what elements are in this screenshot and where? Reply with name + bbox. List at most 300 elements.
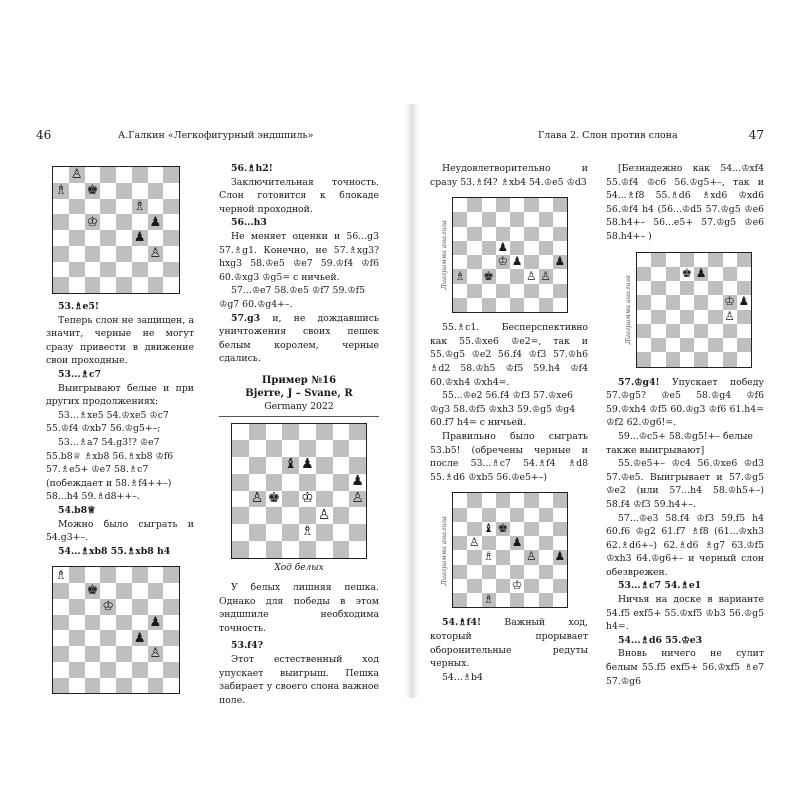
board-square <box>723 324 737 338</box>
board-square <box>651 352 665 366</box>
running-head-left: А.Галкин «Легкофигурный эндшпиль» <box>118 130 314 141</box>
board-square <box>496 227 510 241</box>
board-square <box>249 507 266 524</box>
board-square <box>496 550 510 564</box>
board-square <box>100 183 116 199</box>
board-square <box>316 457 333 474</box>
board-square <box>116 230 132 246</box>
board-square <box>510 565 524 579</box>
board-square <box>53 246 69 262</box>
board-square <box>85 246 101 262</box>
board-square <box>651 338 665 352</box>
board-square <box>539 593 553 607</box>
board-square <box>148 246 164 262</box>
chess-piece-icon: ♔ <box>301 489 314 506</box>
board-square <box>482 593 496 607</box>
board-square <box>116 167 132 183</box>
board-square <box>467 298 481 312</box>
board-square <box>553 298 567 312</box>
board-square <box>708 324 722 338</box>
chess-piece-icon: ♚ <box>86 183 99 199</box>
board-square <box>100 277 116 293</box>
chess-piece-icon: ♟ <box>133 630 146 646</box>
board-square <box>482 508 496 522</box>
board-square <box>85 567 101 583</box>
board-square <box>482 255 496 269</box>
board-square <box>553 536 567 550</box>
board-square <box>132 599 148 615</box>
board-square <box>132 646 148 662</box>
board-square <box>666 253 680 267</box>
board-square <box>723 352 737 366</box>
right-page <box>420 112 768 690</box>
board-square <box>116 262 132 278</box>
move: 56.♗h2! <box>231 163 273 174</box>
diagram-right-1 <box>440 197 568 313</box>
board-square <box>651 253 665 267</box>
board-square <box>666 352 680 366</box>
board-square <box>453 579 467 593</box>
diagram-right-2 <box>440 492 568 608</box>
chess-piece-icon: ♚ <box>86 583 99 599</box>
board-square <box>524 593 538 607</box>
board-square <box>510 227 524 241</box>
board-square <box>553 269 567 283</box>
paragraph: и, не дождавшись уничтожения своих пешек белым королем, черные сдались. <box>219 312 379 365</box>
board-square <box>316 424 333 441</box>
board-square <box>266 474 283 491</box>
board-square <box>249 424 266 441</box>
board-square <box>723 267 737 281</box>
board-square <box>666 267 680 281</box>
example-event: Germany 2022 <box>264 400 334 412</box>
board-square <box>637 281 651 295</box>
board-square <box>539 536 553 550</box>
board-square <box>116 567 132 583</box>
board-square <box>148 662 164 678</box>
board-square <box>53 599 69 615</box>
board-square <box>148 183 164 199</box>
example-title: Пример №16 <box>261 374 337 386</box>
board-square <box>85 599 101 615</box>
board-square <box>132 230 148 246</box>
board-square <box>282 457 299 474</box>
board-square <box>116 214 132 230</box>
chess-piece-icon: ♟ <box>554 549 566 564</box>
board-square <box>53 277 69 293</box>
board-square <box>282 524 299 541</box>
board-square <box>148 277 164 293</box>
paragraph: Выигрывают белые и при других продолжениях: <box>46 382 194 408</box>
board-square <box>510 255 524 269</box>
board-square <box>524 269 538 283</box>
board-square <box>163 277 179 293</box>
board-square <box>299 474 316 491</box>
board-square <box>708 281 722 295</box>
board-square <box>553 493 567 507</box>
paragraph: Неудовлетворительно и сразу 53.♗f4? ♗xb4 54.♔e5 ♔d3 <box>430 163 588 188</box>
move: 56...h3 <box>231 217 267 229</box>
chess-piece-icon: ♔ <box>497 254 509 269</box>
chess-piece-icon: ♚ <box>497 520 509 535</box>
board-square <box>316 524 333 541</box>
board-square <box>737 310 751 324</box>
board-square <box>524 212 538 226</box>
board-square <box>524 198 538 212</box>
board-square <box>249 474 266 491</box>
board-square <box>333 457 350 474</box>
board-square <box>69 646 85 662</box>
board-square <box>482 269 496 283</box>
board-square <box>694 338 708 352</box>
board-square <box>148 615 164 631</box>
board-square <box>100 567 116 583</box>
chess-piece-icon: ♚ <box>267 489 281 506</box>
diagram-caption: Ход белых <box>274 562 324 573</box>
paragraph: Важный ход, который прорывает оборонительные редуты черных. <box>430 617 588 670</box>
board-square <box>163 183 179 199</box>
move: 57.♔g4! <box>618 376 660 388</box>
board-square <box>299 524 316 541</box>
board-square <box>708 267 722 281</box>
board-square <box>163 262 179 278</box>
chess-piece-icon: ♙ <box>526 268 537 283</box>
board-square <box>116 199 132 215</box>
board-square <box>453 227 467 241</box>
board-square <box>467 241 481 255</box>
chess-piece-icon: ♝ <box>483 520 494 535</box>
board-square <box>69 246 85 262</box>
board-square <box>282 424 299 441</box>
chess-piece-icon: ♗ <box>483 549 494 564</box>
board-square <box>496 508 510 522</box>
move: 54.b8♕ <box>58 504 96 516</box>
board-square <box>163 214 179 230</box>
board-square <box>266 524 283 541</box>
board-square <box>316 474 333 491</box>
board-square <box>539 493 553 507</box>
example-players: Bjerre, J – Svane, R <box>245 387 353 399</box>
board-square <box>723 253 737 267</box>
board-square <box>637 338 651 352</box>
board-square <box>651 310 665 324</box>
paragraph: [Безнадежно как 54...♔xf4 55.♔f4 ♔c6 56.♔g5+–, так и 54...♗f8 55.♗d6 ♗xd6 ♔xd6 56.♔f4 h4 (56...♔d5 57.♔g5 ♔e6 58.h4+– 56...e5+ 57.♔g5 ♔e6 58.h4+– ) <box>606 163 764 242</box>
left-page <box>36 112 406 706</box>
board-square <box>510 579 524 593</box>
board-square <box>85 277 101 293</box>
board-square <box>708 338 722 352</box>
board-square <box>132 246 148 262</box>
board-square <box>163 599 179 615</box>
board-square <box>299 424 316 441</box>
board-square <box>282 474 299 491</box>
diagram-left-bottom <box>52 566 180 694</box>
move: 53...♗c7 54.♗e1 <box>618 580 702 592</box>
chess-piece-icon: ♙ <box>149 646 162 662</box>
board-square <box>539 284 553 298</box>
board-square <box>316 507 333 524</box>
board-square <box>680 295 694 309</box>
board-square <box>467 212 481 226</box>
paragraph: Не меняет оценки и 56...g3 57.♗g1. Конечно, не 57.♗xg3? hxg3 58.♔e5 ♔e7 59.♔f4 ♔f6 60.♔xg3 ♔g5= с ничьей. <box>219 230 379 283</box>
board-square <box>333 524 350 541</box>
board-square <box>53 630 69 646</box>
board-square <box>266 424 283 441</box>
board-square <box>737 324 751 338</box>
board-square <box>553 565 567 579</box>
board-square <box>524 565 538 579</box>
board-square <box>666 310 680 324</box>
board-square <box>69 262 85 278</box>
board-square <box>232 474 249 491</box>
board-square <box>163 583 179 599</box>
board-square <box>69 583 85 599</box>
board-square <box>148 583 164 599</box>
board-square <box>266 541 283 558</box>
variation: 53...♗a7 54.g3!? ♔e7 55.b8♕ ♗xb8 56.♗xb8 ♔f6 57.♗e5+ ♔e7 58.♗c7 (побеждает и 58.♗f4++–) 58...h4 59.♗d8++–. <box>46 436 174 503</box>
board-square <box>349 457 366 474</box>
board-square <box>163 630 179 646</box>
board-square <box>524 493 538 507</box>
move: 54...♗d6 55.♔e3 <box>618 634 703 646</box>
board-square <box>132 615 148 631</box>
board-square <box>467 269 481 283</box>
diagram-label: Диаграмма анализа <box>624 274 633 345</box>
board-square <box>53 183 69 199</box>
diagram-example16 <box>231 423 367 559</box>
board-square <box>349 507 366 524</box>
board-square <box>694 352 708 366</box>
chess-piece-icon: ♗ <box>483 592 494 607</box>
board-square <box>651 281 665 295</box>
board-square <box>148 214 164 230</box>
board-square <box>553 550 567 564</box>
variation: 55...♔e2 56.f4 ♔f3 57.♔xe6 ♔g3 58.♔f5 ♔xh3 59.♔g5 ♔g4 60.f7 h4= с ничьей. <box>430 390 576 429</box>
board-square <box>333 424 350 441</box>
board-square <box>69 183 85 199</box>
board-square <box>148 167 164 183</box>
paragraph: Упускает победу 57.♔g5? ♔e5 58.♔g4 ♔f6 59.♔xh4 ♔f5 60.♔g3 ♔f6 61.h4= ♔f2 62.♔g6!=. <box>606 376 764 429</box>
board-square <box>467 593 481 607</box>
page-number-left: 46 <box>36 128 52 142</box>
board-square <box>453 508 467 522</box>
board-square <box>53 567 69 583</box>
board-square <box>116 630 132 646</box>
diagram-label: Диаграмма анализа <box>440 220 449 290</box>
board-square <box>116 183 132 199</box>
chess-piece-icon: ♟ <box>149 214 162 230</box>
board-square <box>100 646 116 662</box>
board-square <box>148 678 164 694</box>
board-square <box>723 295 737 309</box>
board-square <box>453 241 467 255</box>
board-square <box>510 284 524 298</box>
board-square <box>510 298 524 312</box>
board-square <box>666 338 680 352</box>
board-square <box>510 593 524 607</box>
chess-piece-icon: ♚ <box>483 268 494 283</box>
board-square <box>53 583 69 599</box>
board-square <box>53 167 69 183</box>
move: 53...♗c7 <box>58 368 102 380</box>
board-square <box>453 593 467 607</box>
chess-piece-icon: ♟ <box>301 456 314 473</box>
board-square <box>132 262 148 278</box>
board-square <box>132 167 148 183</box>
board-square <box>723 338 737 352</box>
board-square <box>637 352 651 366</box>
board-square <box>524 298 538 312</box>
board-square <box>467 508 481 522</box>
paragraph: Заключительная точность. Слон готовится к блокаде черной проходной. <box>219 176 379 215</box>
paragraph: Можно было сыграть и 54.g3+–. <box>46 518 194 544</box>
board-square <box>163 678 179 694</box>
chess-piece-icon: ♔ <box>724 294 735 309</box>
chess-piece-icon: ♟ <box>351 473 364 490</box>
board-square <box>85 230 101 246</box>
board-square <box>132 214 148 230</box>
board-square <box>116 615 132 631</box>
board-square <box>69 678 85 694</box>
board-square <box>553 593 567 607</box>
board-square <box>467 198 481 212</box>
board-square <box>553 241 567 255</box>
board-square <box>100 662 116 678</box>
chess-piece-icon: ♙ <box>540 268 551 283</box>
board-square <box>539 269 553 283</box>
board-square <box>232 424 249 441</box>
board-square <box>232 491 249 508</box>
board-square <box>232 541 249 558</box>
paragraph: Вновь ничего не сулит белым 55.f5 exf5+ 56.♔xf5 ♗e7 57.♔g6 <box>606 648 764 687</box>
board-square <box>69 662 85 678</box>
board-square <box>148 646 164 662</box>
board-square <box>53 662 69 678</box>
board-square <box>453 522 467 536</box>
chess-piece-icon: ♚ <box>681 265 693 280</box>
board-square <box>708 295 722 309</box>
board-square <box>69 630 85 646</box>
board-square <box>694 281 708 295</box>
board-square <box>148 630 164 646</box>
board-square <box>53 678 69 694</box>
board-square <box>299 457 316 474</box>
board-square <box>232 457 249 474</box>
board-square <box>539 298 553 312</box>
board-square <box>496 198 510 212</box>
board-square <box>524 579 538 593</box>
board-square <box>100 583 116 599</box>
board-square <box>694 310 708 324</box>
board-square <box>132 567 148 583</box>
board-square <box>510 269 524 283</box>
board-square <box>266 507 283 524</box>
board-square <box>680 324 694 338</box>
paragraph: Теперь слон не защищен, а значит, черные не могут сразу привести в движение свои проходные. <box>46 314 194 367</box>
board-square <box>553 255 567 269</box>
board-square <box>453 269 467 283</box>
board-square <box>69 599 85 615</box>
board-square <box>467 493 481 507</box>
board-square <box>524 550 538 564</box>
board-square <box>333 507 350 524</box>
board-square <box>467 284 481 298</box>
board-square <box>453 493 467 507</box>
board-square <box>69 567 85 583</box>
diagram-right-3 <box>624 252 752 368</box>
chess-piece-icon: ♙ <box>526 549 537 564</box>
board-square <box>282 541 299 558</box>
board-square <box>282 491 299 508</box>
board-square <box>132 630 148 646</box>
board-square <box>163 199 179 215</box>
board-square <box>163 230 179 246</box>
board-square <box>467 550 481 564</box>
board-square <box>680 338 694 352</box>
board-square <box>85 662 101 678</box>
chess-piece-icon: ♟ <box>497 240 509 255</box>
move: 53.f4? <box>231 640 264 652</box>
board-square <box>453 198 467 212</box>
board-square <box>266 491 283 508</box>
board-square <box>100 230 116 246</box>
board-square <box>148 199 164 215</box>
chess-piece-icon: ♙ <box>469 535 480 550</box>
board-square <box>53 646 69 662</box>
board-square <box>132 277 148 293</box>
variation: 59...♔c5+ 58.♔g5!+– белые также выигрывают] <box>606 430 753 456</box>
board-square <box>496 284 510 298</box>
board-square <box>333 541 350 558</box>
board-square <box>637 310 651 324</box>
board-square <box>510 493 524 507</box>
board-square <box>666 295 680 309</box>
right-column-1 <box>430 162 588 684</box>
board-square <box>316 491 333 508</box>
move: 53.♗e5! <box>58 301 99 312</box>
board-square <box>85 646 101 662</box>
board-square <box>524 536 538 550</box>
board-square <box>453 298 467 312</box>
board-square <box>85 583 101 599</box>
board-square <box>148 567 164 583</box>
page-number-right: 47 <box>748 128 764 142</box>
board-square <box>467 565 481 579</box>
paragraph: Ничья на доске в варианте 54.f5 exf5+ 55.♔xf5 ♔b3 56.♔g5 h4=. <box>606 594 764 633</box>
board-square <box>453 565 467 579</box>
board-square <box>100 615 116 631</box>
board-square <box>85 678 101 694</box>
board-square <box>132 678 148 694</box>
board-square <box>482 579 496 593</box>
board-square <box>524 255 538 269</box>
board-square <box>116 599 132 615</box>
board-square <box>53 262 69 278</box>
board-square <box>453 536 467 550</box>
variation: 54...♗b4 <box>442 671 483 683</box>
chess-piece-icon: ♟ <box>149 614 162 630</box>
board-square <box>349 541 366 558</box>
board-square <box>510 198 524 212</box>
chess-piece-icon: ♙ <box>351 489 364 506</box>
board-square <box>482 198 496 212</box>
board-square <box>539 522 553 536</box>
board-square <box>708 352 722 366</box>
board-square <box>539 227 553 241</box>
board-square <box>524 508 538 522</box>
board-square <box>496 269 510 283</box>
board-square <box>524 522 538 536</box>
